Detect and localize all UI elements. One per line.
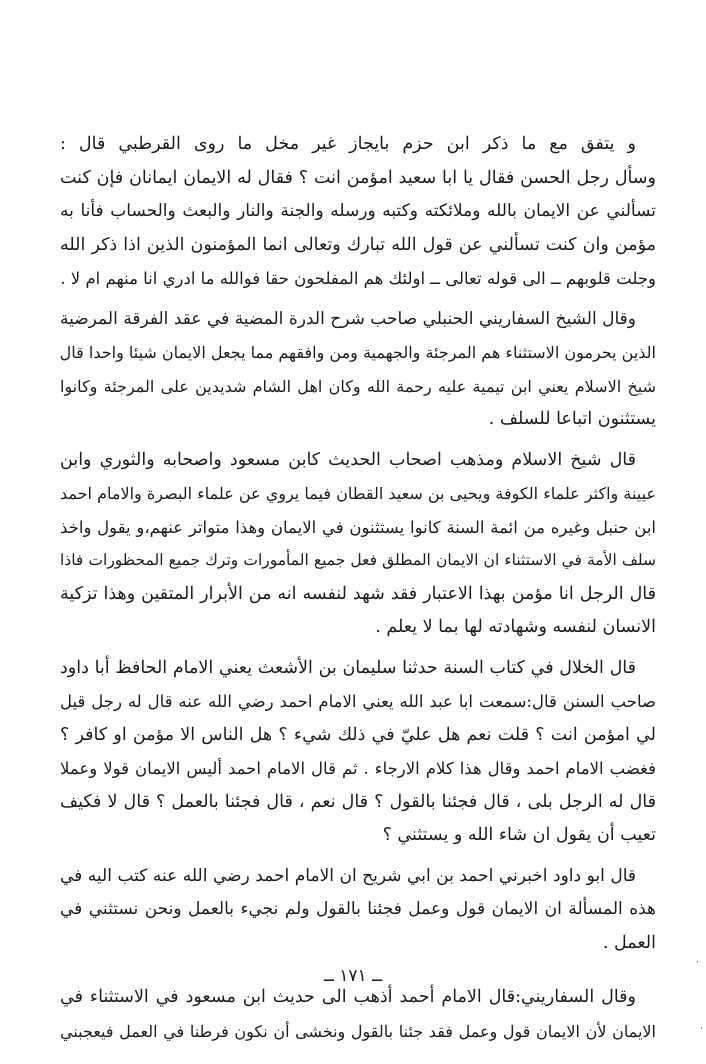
text-line: قال الرجل انا مؤمن بهذا الاعتبار فقد شهد لنفسه انه من الأبرار المتقين وهذا تزكية <box>60 583 656 604</box>
page-number: ــ ١٧١ ــ <box>323 966 383 986</box>
text-line: صاحب السنن قال:سمعت ابا عبد الله يعني الامام احمد رضي الله عنه قال له رجل قيل <box>60 692 656 711</box>
text-line: قال الخلال في كتاب السنة حدثنا سليمان بن الأشعث يعني الامام الحافظ أبا داود <box>60 657 636 678</box>
text-line: عيينة واكثر علماء الكوفة ويحيى بن سعيد القطان فيما يروي عن علماء البصرة والامام احمد <box>60 484 656 503</box>
text-line: الانسان لنفسه وشهادته لها بما لا يعلم . <box>375 617 656 637</box>
text-line: مؤمن وان كنت تسألني عن قول الله تبارك وتعالى انما المؤمنون الذين اذا ذكر الله <box>60 234 656 255</box>
text-line: ابن حنبل وغيره من ائمة السنة كانوا يستثنون في الايمان وهذا متواتر عنهم،و يقول واخذ <box>60 517 656 537</box>
text-line: الذين يحرمون الاستثناء هم المرجئة والجهمية ومن وافقهم مما يجعل الايمان شيئا واحدا قال <box>59 343 656 362</box>
paragraph-saffarini-ahmad <box>60 981 656 1048</box>
text-line: قال ابو داود اخبرني احمد بن ابي شريح ان الامام احمد رضي الله عنه كتب اليه في <box>60 865 636 886</box>
text-line: قال شيخ الاسلام ومذهب اصحاب الحديث كابن مسعود واصحابه والثوري وابن <box>60 449 636 470</box>
text-line: وسأل رجل الحسن فقال يا ابا سعيد امؤمن انت ؟ فقال له الايمان ايمانان فإن كنت <box>60 167 656 188</box>
document-page <box>59 128 657 1041</box>
margin-mark: · <box>696 958 699 968</box>
paragraph-shaykh-al-islam <box>60 444 656 645</box>
text-line: فغضب الامام احمد وقال هذا كلام الارجاء . ثم قال الامام احمد أليس الايمان قولا وعملا <box>60 759 656 778</box>
text-line: تسألني عن الايمان بالله وملائكته وكتبه ورسله والجنة والنار والبعث والحساب فأنا به <box>60 201 656 221</box>
text-line: وقال السفاريني:قال الامام أحمد أذهب الى حديث ابن مسعود في الاستثناء في <box>60 987 636 1007</box>
text-line: شيخ الاسلام يعني ابن تيمية عليه رحمة الله وكان اهل الشام شديدين على المرجئة وكانوا <box>60 376 657 396</box>
text-line: و يتفق مع ما ذكر ابن حزم بايجاز غير مخل ما روى القرطبي قال : <box>60 134 636 154</box>
text-line: قال له الرجل بلى ، قال فجئنا بالقول ؟ قال نعم ، قال فجئنا بالعمل ؟ قال لا فكيف <box>60 791 656 812</box>
text-line: العمل . <box>602 932 656 953</box>
margin-mark: · <box>700 1024 703 1034</box>
paragraph-abu-dawud <box>60 860 656 961</box>
paragraph-khallal <box>60 652 656 853</box>
paragraph-ibn-hazm <box>60 128 656 296</box>
paragraph-saffarini <box>60 303 656 437</box>
text-line: وقال الشيخ السفاريني الحنبلي صاحب شرح الدرة المضية في عقد الفرقة المرضية <box>60 308 636 329</box>
text-line: هذه المسألة ان الايمان قول وعمل فجئنا بالقول ولم نجيء بالعمل ونحن نستثني في <box>60 899 656 919</box>
text-line: الايمان لأن الايمان قول وعمل فقد جئنا بالقول ونخشى أن نكون فرطنا في العمل فيعجبني <box>60 1021 656 1041</box>
text-line: يستثنون اتباعا للسلف . <box>488 409 656 429</box>
text-line: سلف الأمة في الاستثناء ان الايمان المطلق فعل جميع المأمورات وترك جميع المحظورات فاذا <box>60 551 656 569</box>
text-line: لي امؤمن انت ؟ قلت نعم هل عليّ في ذلك شيء ؟ هل الناس الا مؤمن او كافر ؟ <box>60 724 656 745</box>
text-line: تعيب أن يقول ان شاء الله و يستثني ؟ <box>382 825 656 845</box>
text-line: وجلت قلوبهم ــ الى قوله تعالى ــ اولئك هم المفلحون حقا فوالله ما ادري انا منهم ام لا . <box>60 269 656 288</box>
